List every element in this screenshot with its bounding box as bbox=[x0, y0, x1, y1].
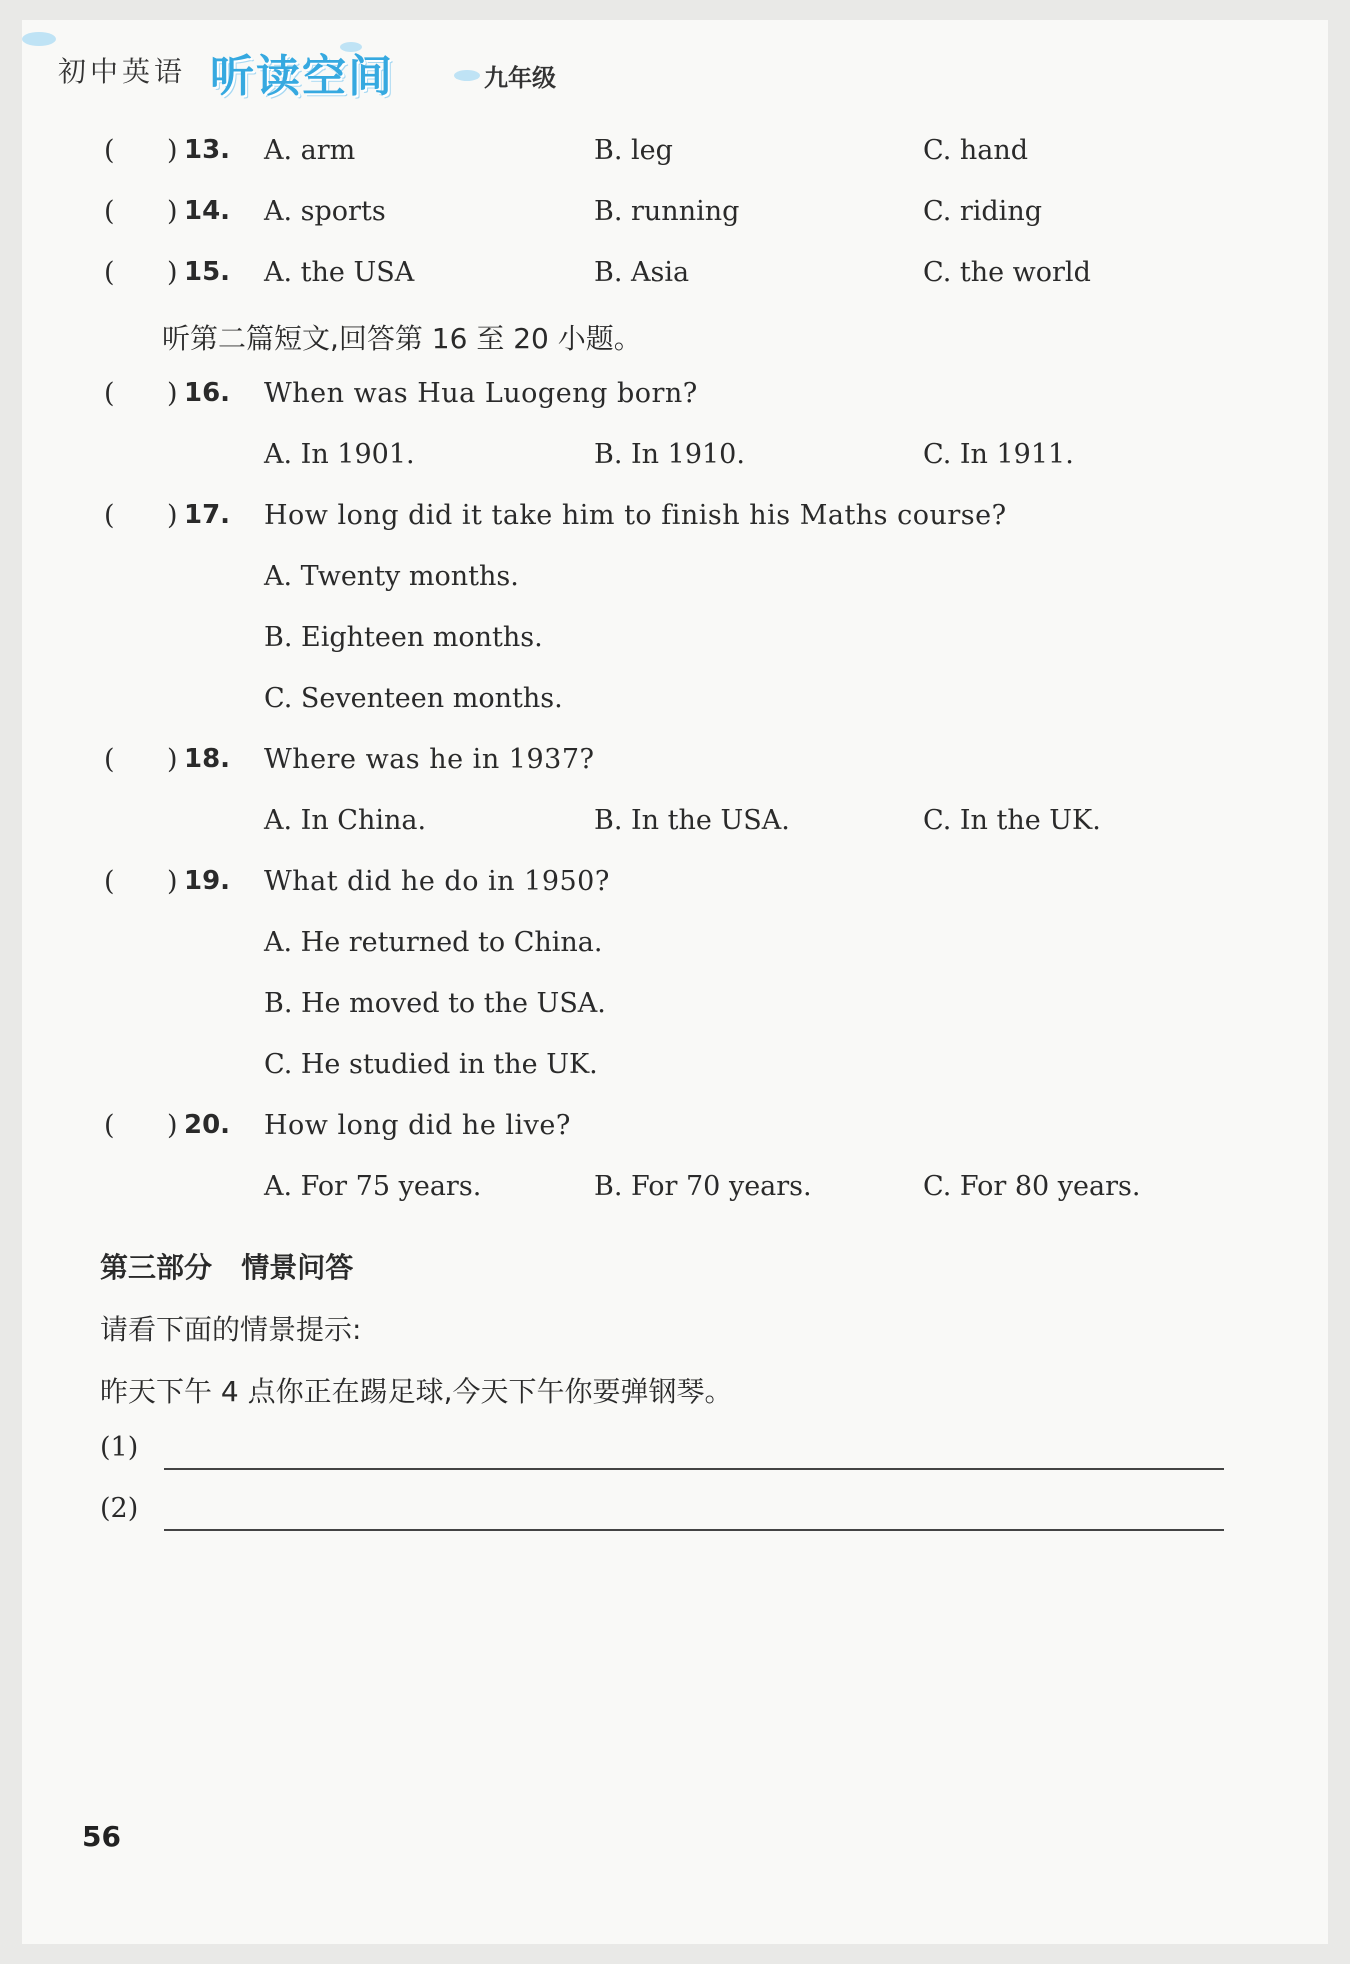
option-b: B. running bbox=[594, 196, 740, 227]
question-text: How long did it take him to finish his Maths course? bbox=[264, 500, 1007, 531]
option-c: C. In 1911. bbox=[923, 439, 1074, 470]
option-a-text: A. Twenty months. bbox=[264, 561, 519, 592]
question-number: 18. bbox=[184, 744, 231, 774]
option-a: A. arm bbox=[264, 135, 356, 166]
option-b: B. In 1910. bbox=[594, 439, 745, 470]
answer-paren-right: ) bbox=[167, 744, 178, 775]
answer-paren-right: ) bbox=[167, 196, 178, 227]
option-c-text: C. Seventeen months. bbox=[264, 683, 563, 714]
cloud-decoration-icon bbox=[22, 32, 56, 46]
section-heading: 第三部分 情景问答 bbox=[100, 1251, 354, 1284]
option-b: B. leg bbox=[594, 135, 673, 166]
grade-label: 九年级 bbox=[484, 64, 556, 92]
workbook-page bbox=[22, 20, 1328, 1944]
blank-label-1: (1) bbox=[100, 1432, 139, 1463]
answer-line-1[interactable] bbox=[164, 1468, 1224, 1470]
answer-line-2[interactable] bbox=[164, 1529, 1224, 1531]
option-c: C. For 80 years. bbox=[923, 1171, 1141, 1202]
option-b-text: B. He moved to the USA. bbox=[264, 988, 606, 1019]
question-text: What did he do in 1950? bbox=[264, 866, 610, 897]
page-number: 56 bbox=[82, 1820, 121, 1853]
blank-label-2: (2) bbox=[100, 1493, 139, 1524]
option-c: C. riding bbox=[923, 196, 1042, 227]
answer-paren-left: ( bbox=[104, 378, 115, 409]
answer-paren-right: ) bbox=[167, 135, 178, 166]
passage-instruction: 听第二篇短文,回答第 16 至 20 小题。 bbox=[162, 322, 642, 355]
question-number: 13. bbox=[184, 135, 231, 165]
option-a: A. sports bbox=[264, 196, 386, 227]
answer-paren-right: ) bbox=[167, 257, 178, 288]
brand-logo-text: 听读空间 bbox=[210, 51, 394, 102]
scenario-prompt: 请看下面的情景提示: bbox=[100, 1313, 362, 1346]
page-header bbox=[22, 20, 1328, 130]
option-a: A. In 1901. bbox=[264, 439, 415, 470]
question-number: 14. bbox=[184, 196, 231, 226]
question-number: 17. bbox=[184, 500, 231, 530]
question-number: 20. bbox=[184, 1110, 231, 1140]
question-number: 19. bbox=[184, 866, 231, 896]
question-text: How long did he live? bbox=[264, 1110, 571, 1141]
option-a-text: A. He returned to China. bbox=[264, 927, 603, 958]
answer-paren-left: ( bbox=[104, 744, 115, 775]
option-c: C. the world bbox=[923, 257, 1091, 288]
scenario-text: 昨天下午 4 点你正在踢足球,今天下午你要弹钢琴。 bbox=[100, 1375, 733, 1408]
option-a: A. In China. bbox=[264, 805, 427, 836]
option-c: C. In the UK. bbox=[923, 805, 1101, 836]
answer-paren-left: ( bbox=[104, 257, 115, 288]
option-b: B. In the USA. bbox=[594, 805, 790, 836]
series-title: 初中英语 bbox=[58, 55, 187, 88]
question-number: 15. bbox=[184, 257, 231, 287]
question-number: 16. bbox=[184, 378, 231, 408]
answer-paren-left: ( bbox=[104, 1110, 115, 1141]
answer-paren-left: ( bbox=[104, 500, 115, 531]
option-b: B. Asia bbox=[594, 257, 690, 288]
answer-paren-left: ( bbox=[104, 866, 115, 897]
option-c: C. hand bbox=[923, 135, 1029, 166]
option-a: A. For 75 years. bbox=[264, 1171, 482, 1202]
option-b: B. For 70 years. bbox=[594, 1171, 812, 1202]
answer-paren-left: ( bbox=[104, 196, 115, 227]
cloud-decoration-icon bbox=[454, 70, 480, 81]
answer-paren-left: ( bbox=[104, 135, 115, 166]
option-b-text: B. Eighteen months. bbox=[264, 622, 543, 653]
question-text: When was Hua Luogeng born? bbox=[264, 378, 698, 409]
answer-paren-right: ) bbox=[167, 378, 178, 409]
option-a: A. the USA bbox=[264, 257, 415, 288]
answer-paren-right: ) bbox=[167, 1110, 178, 1141]
answer-paren-right: ) bbox=[167, 500, 178, 531]
question-text: Where was he in 1937? bbox=[264, 744, 595, 775]
answer-paren-right: ) bbox=[167, 866, 178, 897]
option-c-text: C. He studied in the UK. bbox=[264, 1049, 598, 1080]
